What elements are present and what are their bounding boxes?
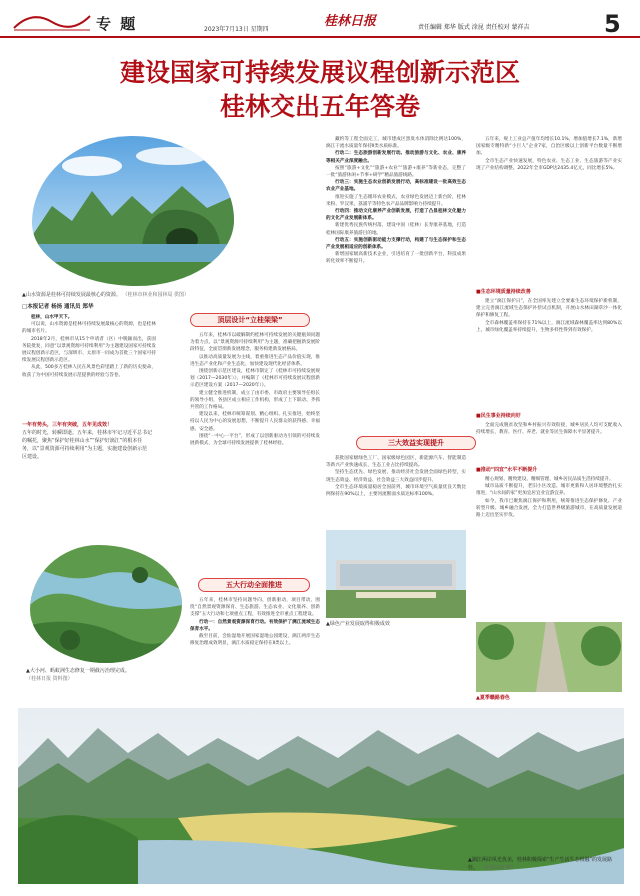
caption-photo-1-credit: （桂林市林业和园林局 供图）: [122, 292, 190, 298]
col4b-paragraph-1: 全面完成脱贫攻坚和乡村振兴有效衔接，城乡居民人均可支配收入持续增长，教育、医疗、养老、就业等民生保障水平显著提升。: [476, 423, 622, 436]
section-title: 专 题: [96, 15, 138, 33]
col3-paragraph-4: 行动三：实施生态农业创新发展行动，高标准建设一批高效生态农业产业基地。: [326, 180, 466, 193]
landscape-photo-icon: [32, 136, 234, 286]
col4-paragraph-4: 全市森林覆盖率保持在71%以上，漓江流域森林覆盖率达到80%以上，城市绿化覆盖率持续提升，生物多样性得到有效保护。: [476, 320, 622, 333]
lead-highlight-2: 五年的时光，转瞬即逝。五年来，桂林市牢记习近平总书记的嘱托，聚焦“保护好桂林山水”“保护好漓江”的根本任务，以“景观资源可持续利用”为主题，实施建设创新示范区建设。: [22, 430, 153, 460]
column-4-quality: [476, 476, 622, 616]
caption-photo-5: ▲夏季赣路春色: [476, 695, 510, 701]
section-emblem-icon: [12, 8, 92, 32]
lead-paragraph-1: 可以说，山水资源是桂林可持续发展最核心的资源，也是桂林的城市名片。: [22, 322, 156, 335]
col4-paragraph-3: 建立“漓江保护日”，在全国率先建立全要素生态环境保护新机制，建立完善漓江流域生态保护补偿试点机制，开展山水林田湖草沙一体化保护和修复工程。: [476, 299, 622, 319]
issue-date: 2023年7月13日 星期四: [204, 26, 269, 33]
col2b-paragraph-3: 截至目前，会仙湿地开展国家湿地公园建设，漓江两岸生态修复治理成效明显，漓江水质稳定保持在Ⅱ类以上。: [190, 634, 320, 647]
column-3: [326, 136, 466, 428]
col3b-paragraph-2: 坚持生态优先、绿色发展，推动经济社会发展全面绿色转型，实现生态效益、经济效益、社会效益三大效益同步提升。: [326, 470, 466, 483]
col4b-paragraph-2: 精心规划、精致建设、精细管理，城乡居民品质生活持续提升。: [485, 477, 614, 482]
col2-paragraph-1: 五年来，桂林市以破解制约桂林可持续发展的关键瓶颈问题为着力点，以“景观资源可持续利用”为主题，准确把握新发展阶段特征，全面贯彻新发展理念，服务构建新发展格局。: [190, 333, 320, 353]
subhead-five-actions: 五大行动全面推进: [198, 578, 310, 592]
col3-paragraph-1: 藏约等工程全面完工，城市建成区黑臭水体消除比例达100%，漓江干流水质量年保持Ⅱ类水质标准。: [326, 137, 466, 150]
col2-paragraph-3: 围绕创新示范区建设，桂林市制定了《桂林市可持续发展规划（2017—2030年）》，并编制了《桂林市可持续发展议程创新示范区建设方案（2017—2020年）》。: [190, 369, 320, 389]
caption-photo-4-text: ▲漓江两岸风光优美，桂林积极探索“生产生活生态相融”的发展路径。: [468, 857, 613, 871]
column-3b: [326, 455, 466, 525]
column-4-ecology: [476, 298, 622, 410]
lead-greeting: 桂林，山水甲天下。: [31, 315, 73, 320]
col3b-paragraph-3: 全市生态环境质量稳居全国前列，城市环境空气质量优良天数比例保持在90%以上，主要河流断面水质达标率100%。: [326, 484, 466, 498]
page-number: 5: [604, 10, 621, 38]
col4b-paragraph-4: 如今，我市已聚焦漓江保护和利用，统筹推进生态保护修复、产业转型升级、城乡融合发展，全力打造世界级旅游城市，在高质量发展道路上迈出坚实步伐。: [476, 498, 622, 519]
photo-green-industry: [326, 530, 466, 618]
photo-wetland: [30, 545, 182, 663]
col3-paragraph-8: 行动五：实施创新驱动能力支撑行动，构建了与生态保护和生态产业发展相适应的创新体系。: [326, 237, 466, 251]
minihead-livelihood: ■民生事业持续向好: [476, 413, 521, 419]
headline-line-1: 建设国家可持续发展议程创新示范区: [119, 58, 520, 87]
col3-paragraph-3: 按照“旅游+文化”“旅游+农业”“旅游+康养”等新业态，完整了一批“旅游休闲+节事+研学”精品旅游线路。: [326, 165, 466, 179]
col2b-paragraph-1: 五年来，桂林市坚持问题导向、创新驱动，项目带动，围绕“自然景观资源保育、生态旅游、生态农业、文化康养、创新支撑”五大行动和七项重点工程，有效推进全市重点工程建设。: [190, 598, 320, 618]
lead-highlight-1: 一年有势头，三年有突破，五年见成效！: [22, 422, 113, 428]
lead-highlight: [22, 421, 152, 461]
caption-photo-4-credit: （本报记者 摄）: [479, 865, 517, 871]
page-header: [0, 0, 640, 44]
col4-paragraph-2: 全市生态产业快速发展，特色农业、生态工业、生态旅游等产业实现了产业结构调整。2022年全市GDP达2435.4亿元，同比增长5%。: [476, 158, 622, 171]
col4-paragraph-1: 五年来，规上工业总产值年均增长10.1%，增加值增长7.1%，新增国家级专精特新“小巨人”企业7家，自治区级以上创新平台数量不断增加。: [476, 137, 622, 157]
lead-column: [22, 314, 156, 418]
lead-paragraph-2: 2018年2月，桂林市从15个申请者（区）中脱颖而出，获国务院批复，同意“以景观资源可持续利用”为主题建设国家可持续发展议程创新示范区，与深圳市、太原市一同成为首批三个国家可持续发展议程创新示范区。: [22, 336, 156, 364]
col3-paragraph-5: 推进实施了生态循环农业模式，农业绿色发展迈上新台阶，桂林米粉、罗汉果、荔浦芋等特色农产品品牌影响力持续提升。: [326, 194, 466, 207]
byline: □本报记者 杨扬 通讯员 郑华: [22, 304, 94, 310]
photo-karst-landscape: [32, 136, 234, 286]
subhead-three-benefits: 三大效益实现提升: [356, 436, 476, 450]
caption-photo-4: [468, 856, 618, 872]
caption-photo-1-text: ▲山水资源是桂林可持续发展最核心的资源。: [22, 292, 121, 298]
col2-paragraph-6: 围绕“一中心一平台”，形成了以创新驱动为引领的可持续发展新模式，为全球可持续发展提供了桂林经验。: [190, 433, 320, 447]
subhead-top-level-design: 顶层设计“立桂架梁”: [190, 313, 310, 327]
header-rule: [0, 36, 640, 38]
column-4-livelihood: [476, 422, 622, 462]
caption-photo-3: ▲绿色产业发展取得积极成效: [326, 621, 390, 627]
lead-paragraph-3: 从此，500多万桂林人民在风景色彩里踏上了新的历史使命，收获了为中国可持续发展示范提供的经验与答卷。: [22, 365, 156, 378]
minihead-ecology: ■生态环境质量持续改善: [476, 289, 531, 295]
caption-photo-2-text: ▲大小河、蚂蚁洲生态修复一期截污治理完成。: [26, 668, 130, 674]
col3-paragraph-7: 新建优秀民族传统村落，建设中国（桂林）长寿康养基地，打造桂林国际康养旅游目的地。: [326, 223, 466, 236]
wetland-photo-icon: [30, 545, 182, 663]
caption-photo-2: [26, 667, 186, 683]
newspaper-name: 桂林日报: [324, 14, 377, 29]
industry-photo-icon: [326, 530, 466, 618]
column-2: [190, 332, 320, 570]
col3-paragraph-9: 新增国家级高新技术企业，引进培育了一批创新平台，科技成果转化效率不断提升。: [326, 252, 466, 265]
col3-paragraph-2: 行动二：生态旅游创新发展行动。推动旅游与文化、农业、康养等相关产业深度融合。: [326, 151, 466, 164]
headline-line-2: 桂林交出五年答卷: [219, 92, 420, 121]
col4b-paragraph-3: 城市品质不断提升，老旧小区改造、城市更新和人居环境整治扎实推进，“山水间的家”更加宜居宜业宜游宜养。: [476, 484, 622, 497]
col2-paragraph-5: 建设以来，桂林市统筹谋划、精心组织、扎实推进，始终坚持以人民为中心的发展思想，不断提升人民群众的获得感、幸福感、安全感。: [190, 412, 320, 432]
col2-paragraph-4: 建立健全推进机制，成立了由市委、市政府主要领导任组长的领导小组，各县区成立相应工作机构，形成了上下联动、齐抓共管的工作格局。: [190, 390, 320, 411]
column-4: [476, 136, 622, 286]
editor-credits: 责任编辑 郑华 版式 涂昆 责任校对 蒙祥吉: [418, 24, 530, 31]
minihead-four-suitable: ■推动“四宜”水平不断提升: [476, 467, 538, 473]
column-2b: [190, 597, 320, 679]
caption-photo-1: [22, 291, 242, 299]
col2-paragraph-2: 以推动高质量发展为主线，着重推进生态产品价值实现，推进生态产业化和产业生态化，加快建设现代化经济体系。: [190, 354, 320, 367]
photo-spring-road: [476, 622, 622, 692]
col3-paragraph-6: 行动四：推动文化康养产业创新发展，打造了凸显桂林文化魅力的文化产业发展新体系。: [326, 209, 466, 222]
col3b-paragraph-1: 获批国家级绿色工厂、国家级绿色园区，新能源汽车、智能制造等新兴产业快速成长，生态工业占比持续提高。: [326, 456, 466, 469]
headline: [40, 56, 600, 124]
caption-photo-2-credit: （桂林日报 资料图）: [26, 676, 73, 682]
col2b-paragraph-2: 行动一：自然景观资源保育行动。有效保护了漓江流域生态保育水平。: [190, 619, 320, 632]
road-photo-icon: [476, 622, 622, 692]
